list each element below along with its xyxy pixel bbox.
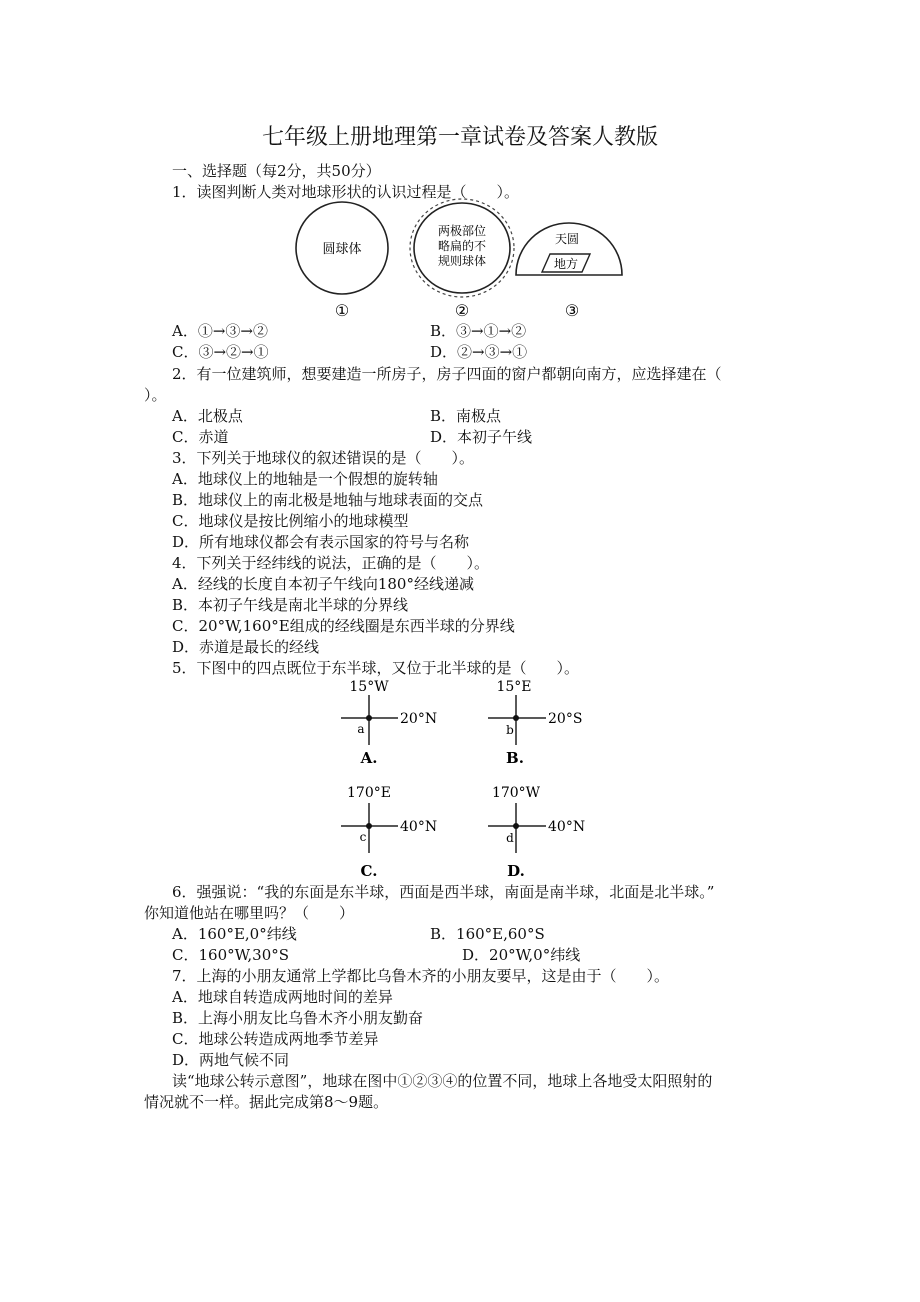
q1-option-b: B．③→①→②: [430, 322, 527, 340]
q3-stem: 3．下列关于地球仪的叙述错误的是（ ）。: [172, 449, 475, 467]
q1-fig1-num: ①: [334, 301, 350, 320]
q5-c-lat: 40°N: [400, 819, 438, 835]
q5-b-option: B.: [506, 749, 524, 767]
q6-stem-line2: 你知道他站在哪里吗？（ ）: [144, 904, 355, 922]
q1-fig2-line1: 两极部位: [437, 224, 487, 238]
q5-stem: 5．下图中的四点既位于东半球，又位于北半球的是（ ）。: [172, 659, 580, 677]
page-title: 七年级上册地理第一章试卷及答案人教版: [261, 125, 658, 150]
q6-option-d: D．20°W,0°纬线: [462, 946, 581, 964]
q7-option-b: B．上海小朋友比乌鲁木齐小朋友勤奋: [172, 1009, 424, 1027]
q2-stem-line2: ）。: [144, 386, 167, 404]
q1-fig2-line3: 规则球体: [437, 254, 487, 268]
q4-option-d: D．赤道是最长的经线: [172, 638, 320, 656]
q2-option-d: D．本初子午线: [430, 428, 533, 446]
q1-fig1-label: 圆球体: [322, 242, 362, 257]
q2-option-b: B．南极点: [430, 407, 502, 425]
q5-diagram-d: [488, 785, 585, 880]
q1-fig3-sky: 天圆: [554, 232, 580, 246]
q6-option-b: B．160°E,60°S: [430, 925, 545, 943]
q3-option-d: D．所有地球仪都会有表示国家的符号与名称: [172, 533, 470, 551]
q4-option-b: B．本初子午线是南北半球的分界线: [172, 596, 409, 614]
q6-option-a: A．160°E,0°纬线: [172, 925, 297, 943]
q1-fig3-earth: 地方: [553, 257, 579, 271]
q7-option-c: C．地球公转造成两地季节差异: [172, 1030, 379, 1048]
q4-option-a: A．经线的长度自本初子午线向180°经线递减: [172, 575, 474, 593]
q5-c-lon: 170°E: [347, 785, 391, 801]
q2-stem-line1: 2．有一位建筑师，想要建造一所房子，房子四面的窗户都朝向南方，应选择建在（: [172, 365, 722, 383]
q1-fig3-num: ③: [564, 301, 580, 320]
q6-stem-line1: 6．强强说：“我的东面是东半球，西面是西半球，南面是南半球，北面是北半球。”: [172, 883, 715, 901]
q1-stem: 1．读图判断人类对地球形状的认识过程是（ ）。: [172, 183, 520, 201]
q4-stem: 4．下列关于经纬线的说法，正确的是（ ）。: [172, 554, 490, 572]
q3-option-a: A．地球仪上的地轴是一个假想的旋转轴: [172, 470, 438, 488]
q3-option-b: B．地球仪上的南北极是地轴与地球表面的交点: [172, 491, 484, 509]
q5-a-point: a: [357, 722, 365, 736]
q1-option-d: D．②→③→①: [430, 343, 528, 361]
q7-stem: 7．上海的小朋友通常上学都比乌鲁木齐的小朋友要早，这是由于（ ）。: [172, 967, 670, 985]
q5-diagram-a: [341, 679, 437, 767]
q2-option-a: A．北极点: [172, 407, 243, 425]
q5-diagram-c: [341, 785, 437, 880]
q5-b-lon: 15°E: [496, 679, 532, 695]
q5-d-point: d: [506, 831, 514, 845]
q5-diagram-b: [488, 679, 582, 767]
q5-d-option: D.: [507, 862, 525, 880]
q4-option-c: C．20°W,160°E组成的经线圈是东西半球的分界线: [172, 617, 515, 635]
q1-option-a: A．①→③→②: [172, 322, 268, 340]
q5-d-lat: 40°N: [548, 819, 586, 835]
q7-option-a: A．地球自转造成两地时间的差异: [172, 988, 393, 1006]
q1-fig2-num: ②: [454, 301, 470, 320]
intro-line2: 情况就不一样。据此完成第8～9题。: [144, 1093, 389, 1111]
section-heading: 一、选择题（每2分，共50分）: [172, 162, 381, 180]
q6-option-c: C．160°W,30°S: [172, 946, 290, 964]
intro-line1: 读“地球公转示意图”，地球在图中①②③④的位置不同，地球上各地受太阳照射的: [172, 1072, 713, 1090]
q7-option-d: D．两地气候不同: [172, 1051, 290, 1069]
q3-option-c: C．地球仪是按比例缩小的地球模型: [172, 512, 409, 530]
q5-c-point: c: [359, 830, 367, 844]
q5-c-option: C.: [360, 862, 378, 880]
q1-option-c: C．③→②→①: [172, 343, 269, 361]
q5-b-point: b: [506, 723, 514, 737]
q2-option-c: C．赤道: [172, 428, 229, 446]
q5-a-lon: 15°W: [349, 679, 389, 695]
q5-b-lat: 20°S: [548, 711, 583, 727]
q1-fig2-line2: 略扁的不: [437, 239, 487, 253]
q5-d-lon: 170°W: [491, 785, 541, 801]
q5-a-lat: 20°N: [400, 711, 438, 727]
q5-a-option: A.: [360, 749, 378, 767]
